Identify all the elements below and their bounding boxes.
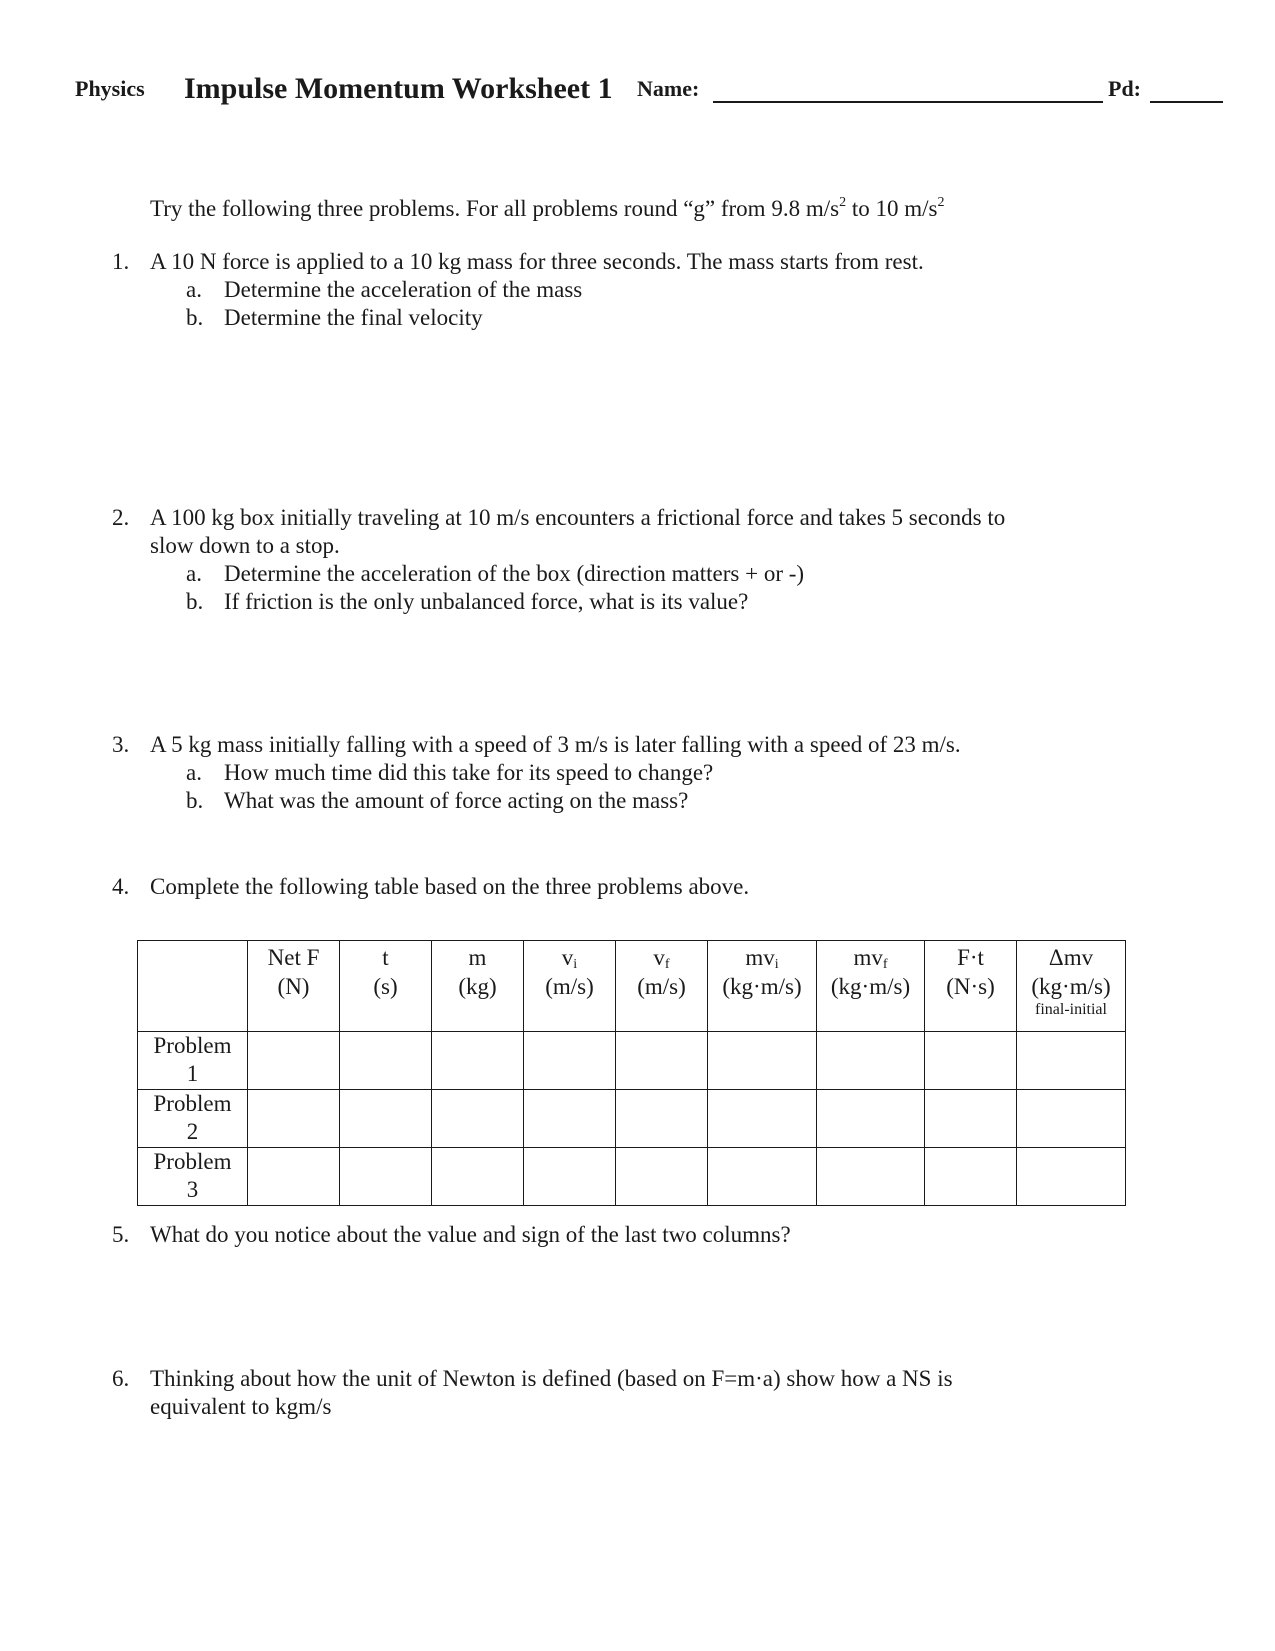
header-net-force: Net F (N) <box>248 941 340 1032</box>
problem-text: A 100 kg box initially traveling at 10 m/s encounters a frictional force and takes 5 seconds to <box>150 505 1006 530</box>
part-text: Determine the acceleration of the box (direction matters + or -) <box>224 561 805 586</box>
problem-number: 6. <box>112 1366 130 1391</box>
name-blank-line[interactable] <box>713 101 1103 103</box>
answer-cell[interactable] <box>432 1148 524 1206</box>
row-label-cell: Problem 2 <box>138 1090 248 1148</box>
problem-text: Thinking about how the unit of Newton is defined (based on F=m·a) show how a NS is <box>150 1366 953 1391</box>
answer-cell[interactable] <box>340 1148 432 1206</box>
answer-cell[interactable] <box>432 1090 524 1148</box>
part-text: What was the amount of force acting on the mass? <box>224 788 689 813</box>
problem-number: 3. <box>112 732 130 757</box>
answer-cell[interactable] <box>616 1032 708 1090</box>
answer-cell[interactable] <box>616 1148 708 1206</box>
header-time: t (s) <box>340 941 432 1032</box>
part-letter: b. <box>186 305 204 330</box>
table-row <box>138 1032 1126 1090</box>
momentum-table <box>137 940 1126 1206</box>
answer-cell[interactable] <box>432 1032 524 1090</box>
problem-text: What do you notice about the value and sign of the last two columns? <box>150 1222 791 1247</box>
answer-cell[interactable] <box>248 1032 340 1090</box>
table-row <box>138 1090 1126 1148</box>
answer-cell[interactable] <box>340 1032 432 1090</box>
answer-cell[interactable] <box>925 1032 1017 1090</box>
answer-cell[interactable] <box>524 1032 616 1090</box>
answer-cell[interactable] <box>1017 1148 1126 1206</box>
period-label: Pd: <box>1108 76 1141 101</box>
table-row <box>138 1148 1126 1206</box>
answer-cell[interactable] <box>1017 1090 1126 1148</box>
part-text: If friction is the only unbalanced force, what is its value? <box>224 589 749 614</box>
problem-text: A 5 kg mass initially falling with a speed of 3 m/s is later falling with a speed of 23 m/s. <box>150 732 961 757</box>
problem-number: 1. <box>112 249 130 274</box>
table-header-row <box>138 941 1126 1032</box>
row-label-cell: Problem 3 <box>138 1148 248 1206</box>
problem-number: 2. <box>112 505 130 530</box>
answer-cell[interactable] <box>817 1090 925 1148</box>
header-initial-velocity: $v_i$ (m/s) <box>524 941 616 1032</box>
part-letter: a. <box>186 277 202 302</box>
answer-cell[interactable] <box>708 1090 817 1148</box>
part-text: How much time did this take for its speed to change? <box>224 760 714 785</box>
part-text: Determine the acceleration of the mass <box>224 277 583 302</box>
subject-label: Physics <box>75 76 145 101</box>
problem-text: slow down to a stop. <box>150 533 340 558</box>
answer-cell[interactable] <box>248 1090 340 1148</box>
part-letter: a. <box>186 760 202 785</box>
row-label-cell: Problem 1 <box>138 1032 248 1090</box>
problem-text: equivalent to kgm/s <box>150 1394 332 1419</box>
answer-cell[interactable] <box>925 1148 1017 1206</box>
problem-text: Complete the following table based on the three problems above. <box>150 874 750 899</box>
answer-cell[interactable] <box>708 1032 817 1090</box>
answer-cell[interactable] <box>248 1148 340 1206</box>
header-initial-momentum: $mv_i$ (kg·m/s) <box>708 941 817 1032</box>
part-letter: b. <box>186 589 204 614</box>
answer-cell[interactable] <box>616 1090 708 1148</box>
header-final-velocity: $v_f$ (m/s) <box>616 941 708 1032</box>
part-text: Determine the final velocity <box>224 305 483 330</box>
answer-cell[interactable] <box>817 1032 925 1090</box>
part-letter: a. <box>186 561 202 586</box>
answer-cell[interactable] <box>524 1090 616 1148</box>
answer-cell[interactable] <box>524 1148 616 1206</box>
part-letter: b. <box>186 788 204 813</box>
instructions: Try the following three problems. For all problems round “g” from 9.8 $m/s^2$ to 10 $m/s^2$ <box>150 195 945 221</box>
header-cell-blank <box>138 941 248 1032</box>
problem-text: A 10 N force is applied to a 10 kg mass for three seconds. The mass starts from rest. <box>150 249 924 274</box>
name-label: Name: <box>637 76 700 101</box>
worksheet-title: Impulse Momentum Worksheet 1 <box>184 72 613 105</box>
answer-cell[interactable] <box>708 1148 817 1206</box>
header-mass: m (kg) <box>432 941 524 1032</box>
answer-cell[interactable] <box>925 1090 1017 1148</box>
answer-cell[interactable] <box>817 1148 925 1206</box>
answer-cell[interactable] <box>340 1090 432 1148</box>
header-change-in-momentum: Δmv (kg·m/s) final-initial <box>1017 941 1126 1032</box>
problem-number: 4. <box>112 874 130 899</box>
header-impulse: F·t (N·s) <box>925 941 1017 1032</box>
problem-number: 5. <box>112 1222 130 1247</box>
period-blank-line[interactable] <box>1150 101 1223 103</box>
header-final-momentum: $mv_f$ (kg·m/s) <box>817 941 925 1032</box>
answer-cell[interactable] <box>1017 1032 1126 1090</box>
